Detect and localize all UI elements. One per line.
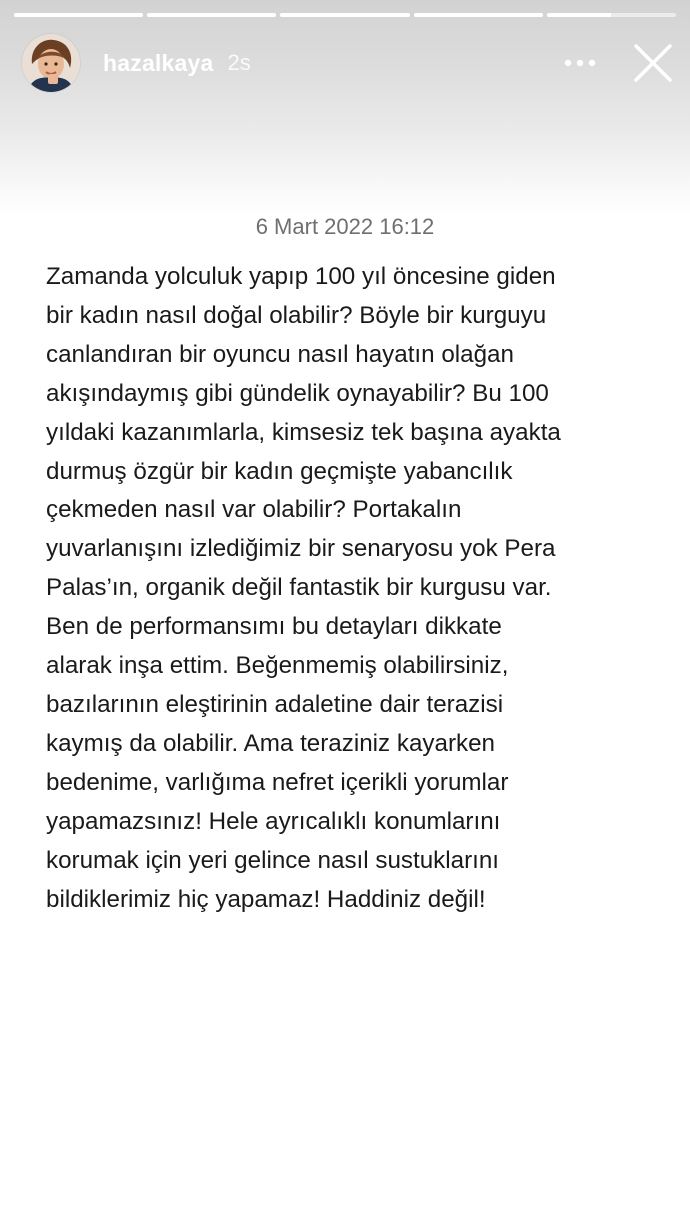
- post-line: yapamazsınız! Hele ayrıcalıklı konumlarını: [46, 807, 501, 835]
- story-progress-segment: [280, 13, 409, 17]
- story-progress-segment: [414, 13, 543, 17]
- post-line: bedenime, varlığıma nefret içerikli yorumlar: [46, 768, 509, 796]
- post-date: 6 Mart 2022 16:12: [255, 214, 435, 239]
- post-line: korumak için yeri gelince nasıl sustuklarını: [46, 846, 500, 874]
- more-options-button[interactable]: [560, 46, 600, 80]
- close-icon: [630, 40, 676, 86]
- post-line: canlandıran bir oyuncu nasıl hayatın olağan: [46, 340, 514, 368]
- post-line: alarak inşa ettim. Beğenmemiş olabilirsiniz,: [46, 652, 509, 680]
- story-progress-segment: [147, 13, 276, 17]
- post-line: akışındaymış gibi gündelik oynayabilir? Bu 100: [46, 379, 549, 407]
- post-line: bildiklerimiz hiç yapamaz! Haddiniz değil!: [46, 885, 486, 913]
- more-horizontal-icon: [564, 59, 596, 67]
- post-line: yıldaki kazanımlarla, kimsesiz tek başına ayakta: [46, 418, 561, 446]
- story-progress-segment: [14, 13, 143, 17]
- post-line: yuvarlanışını izlediğimiz bir senaryosu yok Pera: [46, 535, 556, 563]
- profile-photo-icon: [22, 34, 80, 92]
- time-ago: 2s: [227, 50, 251, 75]
- username[interactable]: hazalkaya: [103, 49, 214, 76]
- post-line: bazılarının eleştirinin adaletine dair terazisi: [46, 690, 504, 718]
- story-progress-bars: [14, 13, 676, 17]
- post-line: durmuş özgür bir kadın geçmişte yabancılık: [46, 457, 513, 485]
- post-body: [46, 258, 646, 919]
- post-line: Ben de performansımı bu detayları dikkate: [46, 613, 502, 641]
- post-line: Palas’ın, organik değil fantastik bir kurgusu var.: [46, 574, 552, 602]
- close-button[interactable]: [630, 40, 676, 86]
- post-line: bir kadın nasıl doğal olabilir? Böyle bir kurguyu: [46, 301, 547, 329]
- post-line: çekmeden nasıl var olabilir? Portakalın: [46, 496, 462, 524]
- post-line: kaymış da olabilir. Ama teraziniz kayarken: [46, 729, 496, 757]
- avatar[interactable]: [22, 34, 80, 92]
- story-header: [22, 34, 251, 92]
- story-progress-segment: [547, 13, 676, 17]
- post-line: Zamanda yolculuk yapıp 100 yıl öncesine giden: [46, 263, 556, 290]
- header-gradient: [0, 0, 690, 215]
